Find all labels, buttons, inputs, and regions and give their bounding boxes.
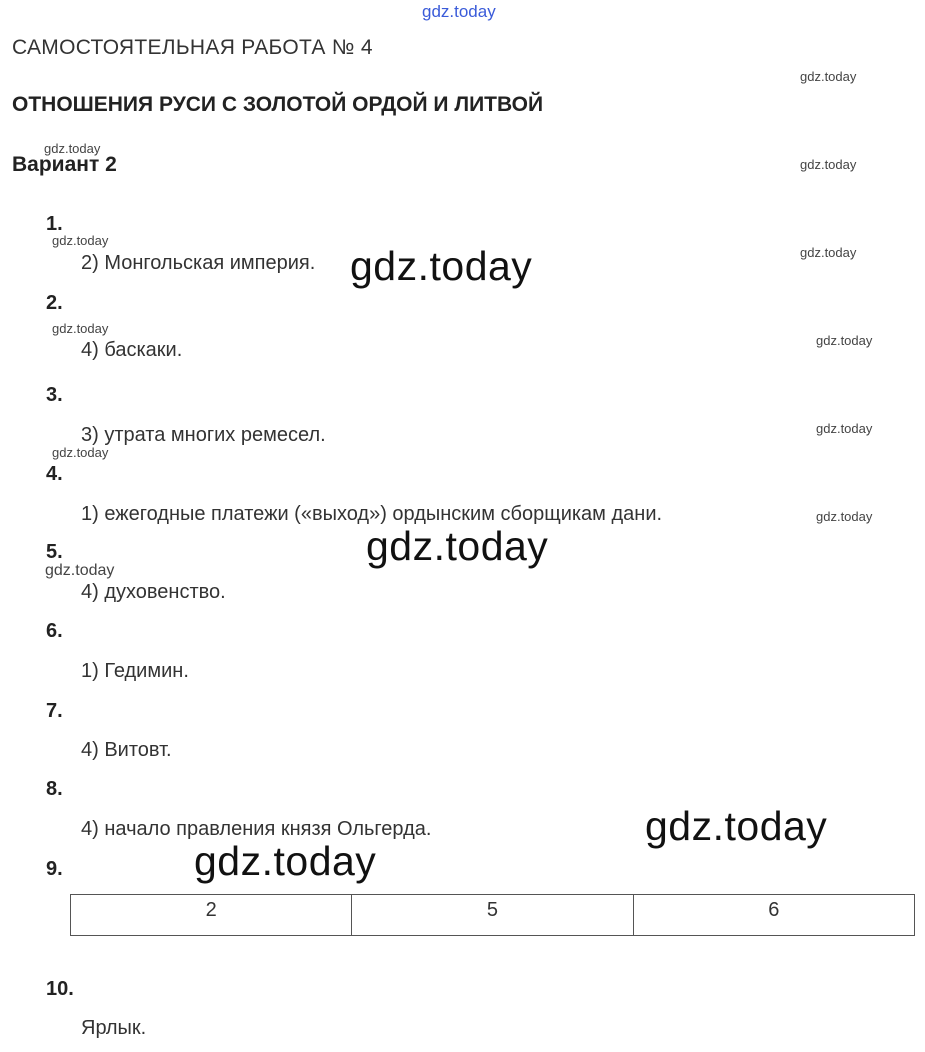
question-number: 7. bbox=[46, 700, 63, 722]
question-number: 2. bbox=[46, 292, 63, 314]
table-cell: 6 bbox=[633, 895, 914, 936]
question-number: 3. bbox=[46, 384, 63, 406]
watermark-small: gdz.today bbox=[800, 157, 857, 172]
question-number: 5. bbox=[46, 541, 63, 563]
answer-text: 1) Гедимин. bbox=[81, 660, 189, 682]
question-number: 6. bbox=[46, 620, 63, 642]
question-number: 1. bbox=[46, 213, 63, 235]
watermark-large: gdz.today bbox=[194, 838, 377, 884]
watermark-small: gdz.today bbox=[52, 445, 109, 460]
question-number: 8. bbox=[46, 778, 63, 800]
answer-text: 2) Монгольская империя. bbox=[81, 252, 316, 274]
watermark-large: gdz.today bbox=[366, 523, 549, 569]
answer-text: 4) Витовт. bbox=[81, 739, 172, 761]
page-title: САМОСТОЯТЕЛЬНАЯ РАБОТА № 4 bbox=[12, 36, 373, 59]
watermark-small: gdz.today bbox=[816, 509, 873, 524]
question-number: 9. bbox=[46, 858, 63, 880]
watermark-large: gdz.today bbox=[350, 243, 533, 289]
watermark-small: gdz.today bbox=[52, 321, 109, 336]
watermark-small: gdz.today bbox=[800, 69, 857, 84]
answer-table bbox=[70, 894, 915, 936]
table-cell: 2 bbox=[71, 895, 352, 936]
answer-text: 1) ежегодные платежи («выход») ордынским сборщикам дани. bbox=[81, 503, 663, 525]
watermark-small: gdz.today bbox=[44, 141, 101, 156]
answer-text: Ярлык. bbox=[81, 1017, 147, 1039]
watermark-small: gdz.today bbox=[45, 562, 115, 579]
answer-text: 4) баскаки. bbox=[81, 339, 183, 361]
watermark-small: gdz.today bbox=[816, 333, 873, 348]
watermark-small: gdz.today bbox=[816, 421, 873, 436]
variant-heading: Вариант 2 bbox=[12, 153, 117, 176]
watermark-top: gdz.today bbox=[422, 2, 496, 21]
watermark-small: gdz.today bbox=[800, 245, 857, 260]
watermark-small: gdz.today bbox=[52, 233, 109, 248]
question-number: 4. bbox=[46, 463, 63, 485]
table-row bbox=[71, 895, 915, 936]
answer-text: 4) начало правления князя Ольгерда. bbox=[81, 818, 432, 840]
answer-text: 3) утрата многих ремесел. bbox=[81, 424, 326, 446]
topic-heading: ОТНОШЕНИЯ РУСИ С ЗОЛОТОЙ ОРДОЙ И ЛИТВОЙ bbox=[12, 93, 544, 116]
answer-text: 4) духовенство. bbox=[81, 581, 226, 603]
question-number: 10. bbox=[46, 978, 74, 1000]
table-cell: 5 bbox=[352, 895, 633, 936]
watermark-large: gdz.today bbox=[645, 803, 828, 849]
